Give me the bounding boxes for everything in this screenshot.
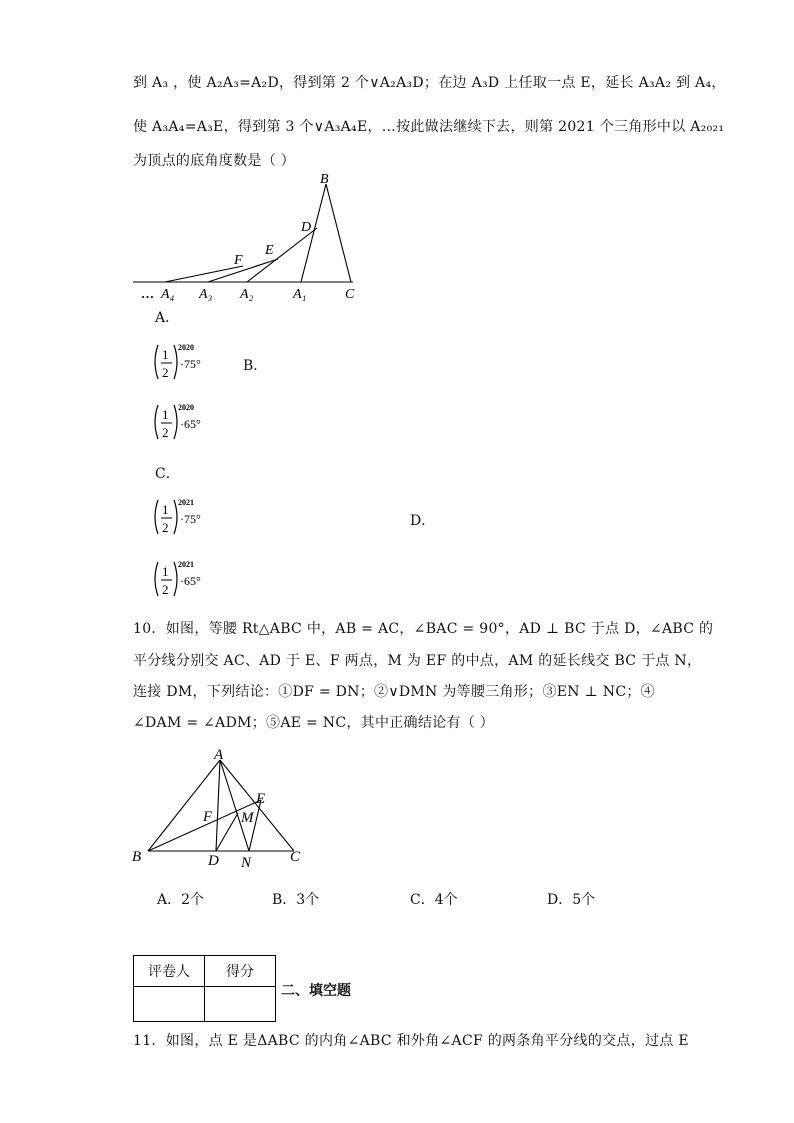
svg-text:·65°: ·65° xyxy=(180,574,201,588)
svg-text:2: 2 xyxy=(162,365,169,380)
q10-text-line-3: 连接 DM，下列结论：①DF = DN；②∨DMN 为等腰三角形；③EN ⊥ NC；④ xyxy=(133,684,655,700)
label-d: D xyxy=(208,853,219,869)
svg-text:2: 2 xyxy=(162,425,169,440)
label-e: E xyxy=(265,243,274,258)
reviewer-cell xyxy=(134,987,205,1022)
label-n: N xyxy=(241,855,252,871)
q9-option-c-label: C． xyxy=(155,466,180,482)
q9-option-b-label: B． xyxy=(243,358,268,374)
q9-option-c-expr xyxy=(150,495,240,540)
label-a1: A₁ xyxy=(293,287,307,302)
label-b: B xyxy=(132,849,142,865)
label-c: C xyxy=(345,287,355,302)
q9-option-d-label: D． xyxy=(410,513,436,529)
q9-option-a-label: A． xyxy=(155,310,180,326)
reviewer-header: 评卷人 xyxy=(134,956,205,987)
q10-option-d: D．5个 xyxy=(547,892,596,908)
q9-text-line-3: 为顶点的底角度数是（ ） xyxy=(133,153,296,169)
label-e: E xyxy=(256,791,266,807)
svg-text:2020: 2020 xyxy=(178,343,194,352)
svg-text:1: 1 xyxy=(162,407,169,422)
q11-text-line-1: 11．如图，点 E 是ΔABC 的内角∠ABC 和外角∠ACF 的两条角平分线的交点，过点 E xyxy=(133,1033,689,1049)
q9-figure xyxy=(125,170,370,305)
svg-text:·75°: ·75° xyxy=(180,357,201,371)
svg-text:1: 1 xyxy=(162,347,169,362)
svg-text:2020: 2020 xyxy=(178,403,194,412)
q9-option-a-expr xyxy=(150,340,240,385)
segment-ad xyxy=(216,760,220,851)
label-a2: A₂ xyxy=(240,287,254,302)
segment-da2 xyxy=(247,228,317,282)
label-b: B xyxy=(320,172,329,187)
svg-text:1: 1 xyxy=(162,502,169,517)
label-f: F xyxy=(203,809,213,825)
q10-option-b: B．3个 xyxy=(272,892,320,908)
label-a: A xyxy=(214,747,224,763)
label-dots: … xyxy=(141,286,154,301)
svg-text:·65°: ·65° xyxy=(180,417,201,431)
svg-text:2: 2 xyxy=(162,582,169,597)
label-c: C xyxy=(290,849,301,865)
score-table xyxy=(133,955,276,1022)
svg-text:1: 1 xyxy=(162,564,169,579)
q10-figure xyxy=(128,743,308,873)
q9-option-d-expr xyxy=(150,557,240,602)
section-title: 二、填空题 xyxy=(281,983,351,999)
score-cell xyxy=(205,987,276,1022)
svg-text:2: 2 xyxy=(162,520,169,535)
segment-ab xyxy=(148,760,220,851)
label-m: M xyxy=(241,810,254,826)
q9-text-line-1: 到 A₃ ，使 A₂A₃=A₂D，得到第 2 个∨A₂A₃D；在边 A₃D 上任取一点 E，延长 A₃A₂ 到 A₄， xyxy=(133,75,726,91)
q10-option-a: A．2个 xyxy=(157,892,205,908)
score-header: 得分 xyxy=(205,956,276,987)
q10-text-line-4: ∠DAM = ∠ADM；⑤AE = NC，其中正确结论有（ ） xyxy=(133,715,495,731)
q9-text-line-2: 使 A₃A₄=A₃E，得到第 3 个∨A₃A₄E，…按此做法继续下去，则第 2021 个三角形中以 A₂₀₂₁ xyxy=(133,119,725,135)
label-a4: A₄ xyxy=(161,287,175,302)
label-a3: A₃ xyxy=(199,287,213,302)
q10-option-c: C．4个 xyxy=(410,892,458,908)
svg-text:2021: 2021 xyxy=(178,498,194,507)
svg-text:·75°: ·75° xyxy=(180,512,201,526)
label-f: F xyxy=(234,253,243,268)
svg-text:2021: 2021 xyxy=(178,560,194,569)
q10-text-line-2: 平分线分别交 AC、AD 于 E、F 两点，M 为 EF 的中点，AM 的延长线交 BC 于点 N， xyxy=(133,653,702,669)
q9-option-b-expr xyxy=(150,400,240,445)
q10-text-line-1: 10．如图，等腰 Rt△ABC 中，AB = AC，∠BAC = 90°，AD ⊥ BC 于点 D，∠ABC 的 xyxy=(133,621,714,637)
label-d: D xyxy=(301,220,312,235)
segment-bc xyxy=(326,184,351,282)
